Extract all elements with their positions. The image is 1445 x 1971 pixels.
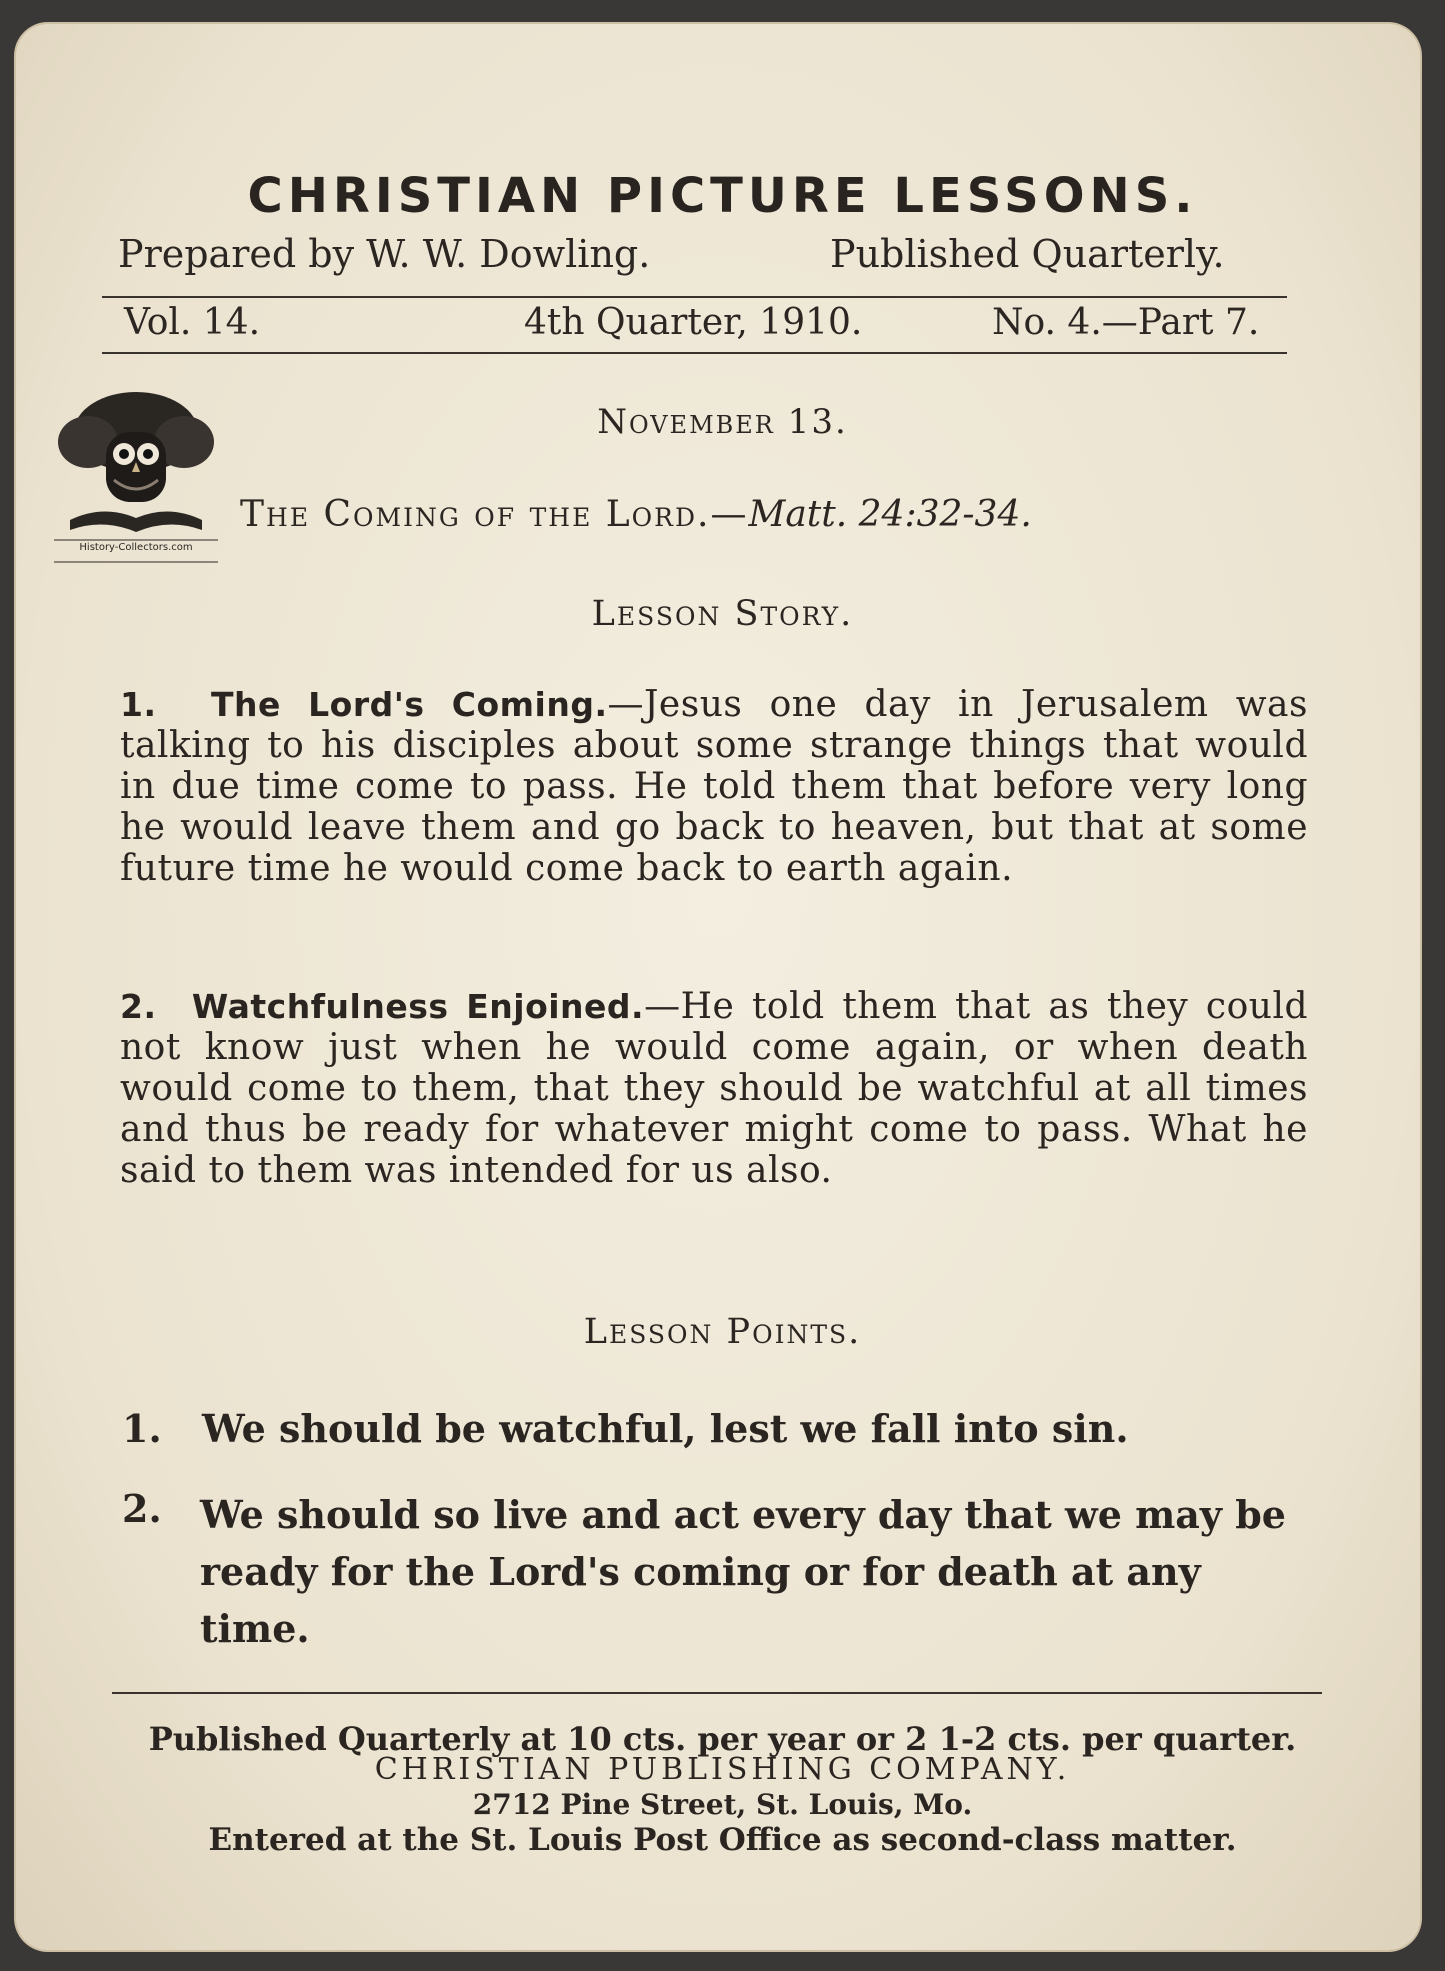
issue-number: No. 4.—Part 7. bbox=[992, 302, 1260, 343]
volume: Vol. 14. bbox=[124, 302, 261, 343]
header-rule-top bbox=[102, 296, 1287, 298]
paragraph-lead: The Lord's Coming. bbox=[210, 685, 608, 724]
paragraph-number: 2. bbox=[120, 987, 157, 1026]
point-number: 1. bbox=[122, 1406, 162, 1451]
story-paragraph-1 bbox=[120, 684, 1308, 889]
point-text: We should so live and act every day that we may be ready for the Lord's coming or for death at any time. bbox=[200, 1492, 1286, 1651]
lesson-story-heading: Lesson Story. bbox=[591, 594, 854, 634]
footer-entered: Entered at the St. Louis Post Office as second-class matter. bbox=[208, 1822, 1237, 1858]
paragraph-text: —Jesus one day in Jerusalem was talking to his disciples about some strange things that would in due time come to pass. He told them that before very long he would leave them and go back to heaven, but that at some future time he would come back to earth again. bbox=[120, 684, 1308, 889]
footer-rule bbox=[112, 1692, 1322, 1694]
story-paragraph-2 bbox=[120, 986, 1308, 1191]
header-rule-bottom bbox=[102, 352, 1287, 354]
prepared-by: Prepared by W. W. Dowling. bbox=[118, 232, 651, 276]
publication-title: CHRISTIAN PICTURE LESSONS. bbox=[247, 168, 1198, 224]
lesson-date: November 13. bbox=[597, 402, 848, 442]
footer-address: 2712 Pine Street, St. Louis, Mo. bbox=[472, 1788, 973, 1821]
point-number: 2. bbox=[122, 1486, 162, 1531]
published-note: Published Quarterly. bbox=[830, 232, 1225, 276]
logo-caption: History-Collectors.com bbox=[79, 542, 193, 553]
footer-company: CHRISTIAN PUBLISHING COMPANY. bbox=[374, 1752, 1071, 1787]
paragraph-text: —He told them that as they could not know just when he would come again, or when death would come to them, that they should be watchful at all times and thus be ready for whatever might come to pass. What he said to them was intended for us also. bbox=[120, 986, 1309, 1191]
scripture-reference: Matt. 24:32-34. bbox=[748, 494, 1032, 535]
paragraph-lead: Watchfulness Enjoined. bbox=[191, 987, 645, 1026]
lesson-title: The Coming of the Lord.— bbox=[240, 494, 749, 535]
footer-price: Published Quarterly at 10 cts. per year or 2 1-2 cts. per quarter. bbox=[148, 1720, 1297, 1758]
point-text: We should be watchful, lest we fall into sin. bbox=[202, 1406, 1129, 1451]
lesson-title-line bbox=[240, 494, 1032, 535]
point-text-wrapper bbox=[200, 1486, 1316, 1657]
lesson-points-heading: Lesson Points. bbox=[583, 1312, 862, 1352]
quarter: 4th Quarter, 1910. bbox=[524, 302, 863, 343]
paragraph-number: 1. bbox=[120, 685, 157, 724]
